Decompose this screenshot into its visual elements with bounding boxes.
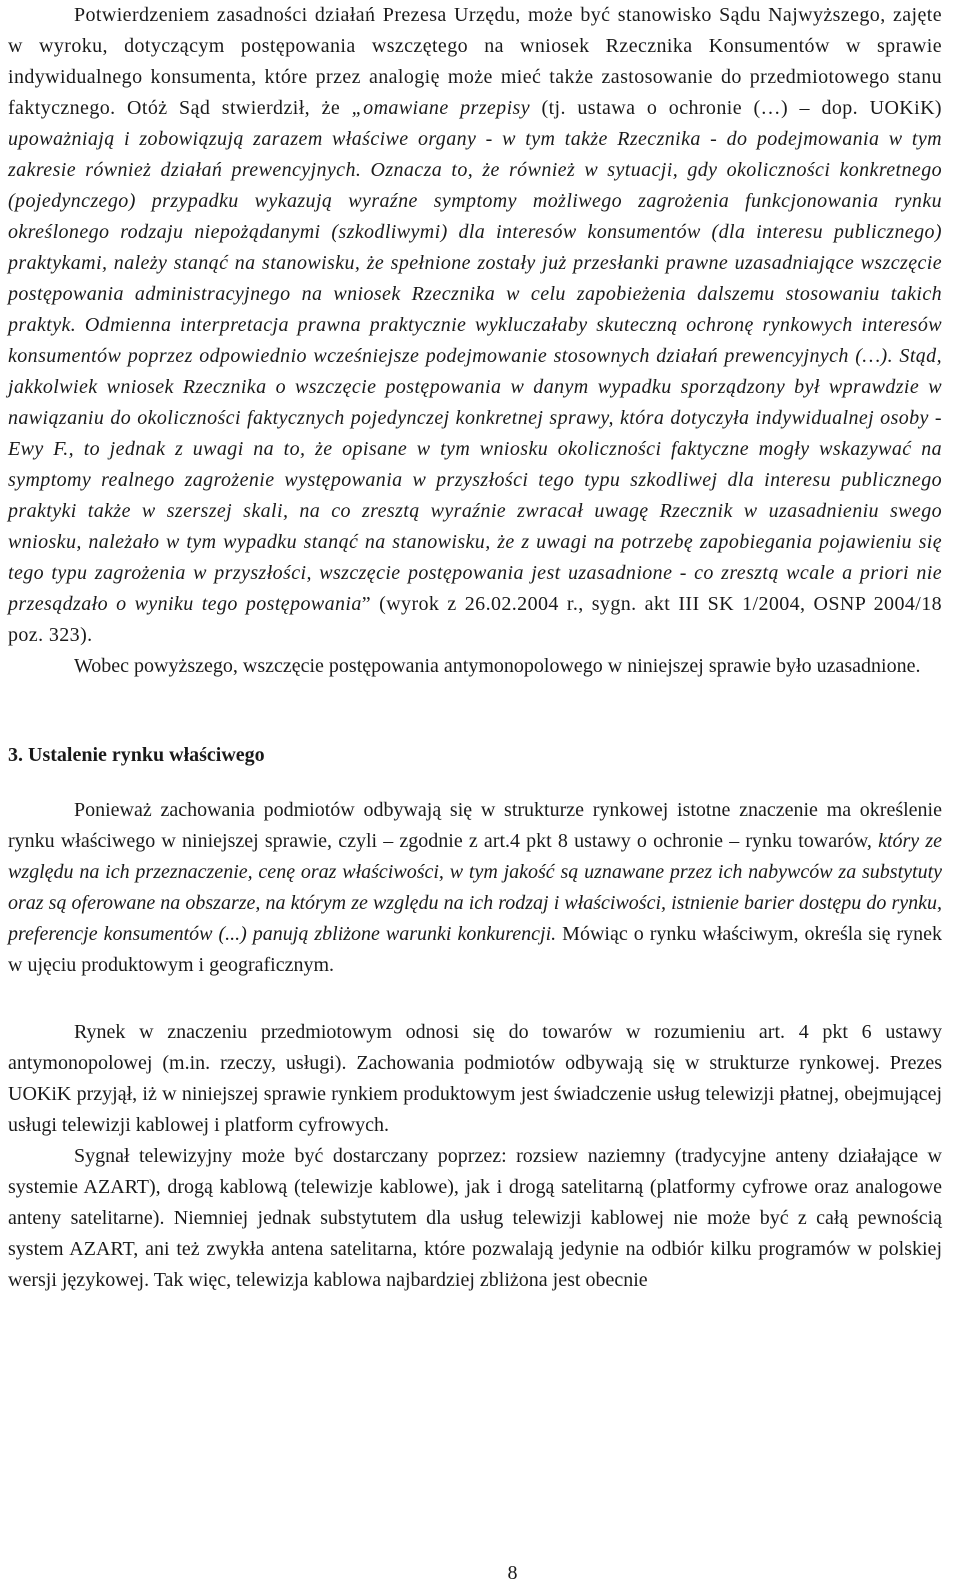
quoted-text: który ze względu na ich przeznaczenie, cenę oraz właściwości, w tym jakość są uznawane przez ich nabywców za substytuty oraz są oferowane na obszarze, na którym ze względu na ich rodzaj i właściwości, istnienie barier dostępu do rynku, preferencje konsumentów (...) panują zbliżone warunki konkurencji. [8, 830, 942, 945]
quoted-text: upoważniają i zobowiązują zarazem właściwe organy - w tym także Rzecznika - do podejmowania w tym zakresie również działań prewencyjnych. Oznacza to, że również w sytuacji, gdy okoliczności konkretnego (pojedynczego) przypadku wykazują wyraźne symptomy możliwego zagrożenia funkcjonowania rynku określonego rodzaju niepożądanymi (szkodliwymi) dla interesów konsumentów (dla interesu publicznego) praktykami, należy stanąć na stanowisku, że spełnione zostały już przesłanki prawne uzasadniające wszczęcie postępowania administracyjnego na wniosek Rzecznika w celu zapobieżenia dalszemu stosowaniu takich praktyk. Odmienna interpretacja prawna praktycznie wykluczałaby skuteczną ochronę rynkowych interesów konsumentów poprzez odpowiednio wcześniejsze podejmowanie stosownych działań prewencyjnych (…). Stąd, jakkolwiek wniosek Rzecznika o wszczęcie postępowania w danym wypadku sporządzony był wprawdzie w nawiązaniu do okoliczności faktycznych pojedynczej konkretnej sprawy, która dotyczyła indywidualnej osoby - Ewy F., to jednak z uwagi na to, że opisane w tym wniosku okoliczności faktyczne mogły wskazywać na symptomy realnego zagrożenie występowania w przyszłości tego typu szkodliwej dla interesu publicznego praktyki także w szerszej skali, na co zresztą wyraźnie zwracał uwagę Rzecznik w uzasadnieniu swego wniosku, należało w tym wypadku stanąć na stanowisku, że z uwagi na potrzebę zapobiegania pojawieniu się tego typu zagrożenia w przyszłości, wszczęcie postępowania jest uzasadnione - co zresztą wcale a priori nie przesądzało o wyniku tego postępowania [8, 128, 942, 615]
spacer [8, 981, 942, 1017]
paragraph-conclusion: Wobec powyższego, wszczęcie postępowania antymonopolowego w niniejszej sprawie było uzasadnione. [74, 655, 921, 677]
paragraph-text: Ponieważ zachowania podmiotów odbywają się w strukturze rynkowej istotne znaczenie ma określenie rynku właściwego w niniejszej sprawie, czyli – zgodnie z art.4 pkt 8 ustawy o ochronie – rynku towarów, [8, 799, 942, 852]
citation-text: ” (wyrok z 26.02.2004 r., sygn. akt III SK 1/2004, OSNP 2004/18 poz. 323). [8, 593, 942, 646]
paragraph-text: Mówiąc o rynku właściwym, określa się rynek w ujęciu produktowym i geograficznym. [8, 923, 942, 976]
page-number: 8 [507, 1562, 518, 1584]
section-heading: 3. Ustalenie rynku właściwego [8, 744, 265, 766]
paragraph-supreme-court-citation [8, 0, 942, 651]
paragraph-relevant-market [8, 795, 942, 981]
paragraph-tv-signal: Sygnał telewizyjny może być dostarczany poprzez: rozsiew naziemny (tradycyjne anteny działające w systemie AZART), drogą kablową (telewizje kablowe), jak i drogą satelitarną (platformy cyfrowe oraz analogowe anteny satelitarne). Niemniej jednak substytutem dla usług telewizji kablowej nie może być z całą pewnością system AZART, ani też zwykła antena satelitarna, które pozwalają jedynie na odbiór kilku programów w polskiej wersji językowej. Tak więc, telewizja kablowa najbardziej zbliżona jest obecnie [8, 1145, 942, 1291]
spacer [8, 771, 942, 795]
spacer [8, 682, 942, 740]
document-page [8, 0, 942, 1296]
paragraph-text: (tj. ustawa o ochronie (…) – dop. UOKiK) [529, 97, 942, 119]
paragraph-product-market: Rynek w znaczeniu przedmiotowym odnosi się do towarów w rozumieniu art. 4 pkt 6 ustawy antymonopolowej (m.in. rzeczy, usługi). Zachowania podmiotów odbywają się w strukturze rynkowej. Prezes UOKiK przyjął, iż w niniejszej sprawie rynkiem produktowym jest świadczenie usług telewizji płatnej, obejmującej usługi telewizji kablowej i platform cyfrowych. [8, 1021, 942, 1136]
paragraph-text: Potwierdzeniem zasadności działań Prezesa Urzędu, może być stanowisko Sądu Najwyższego, zajęte w wyroku, dotyczącym postępowania wszczętego na wniosek Rzecznika Konsumentów w sprawie indywidualnego konsumenta, które przez analogię może mieć także zastosowanie do przedmiotowego stanu faktycznego. Otóż Sąd stwierdził, że [8, 4, 942, 119]
quoted-text: „omawiane przepisy [351, 97, 530, 119]
